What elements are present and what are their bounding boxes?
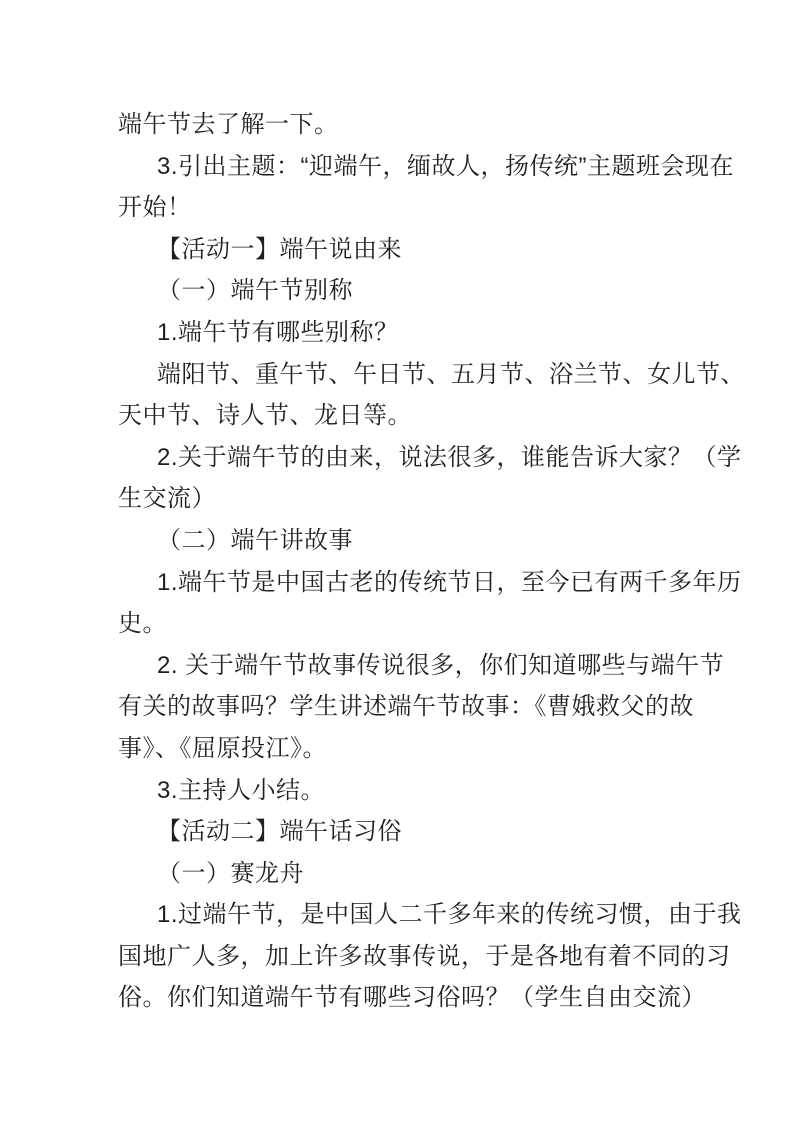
line-stories-cont2: 事》、《屈原投江》。 (118, 734, 327, 762)
line-question-names: 1.端午节有哪些别称？ (157, 318, 399, 346)
line-history-cont: 史。 (118, 610, 167, 638)
line-customs-cont: 国地广人多，加上许多故事传说，于是各地有着不同的习 (118, 942, 731, 970)
subheading-duanwu-stories: （二）端午讲故事 (157, 526, 353, 554)
line-stories: 2. 关于端午节故事传说很多，你们知道哪些与端午节 (157, 651, 725, 679)
line-theme-intro-cont: 开始！ (118, 194, 192, 222)
heading-activity-2: 【活动二】端午话习俗 (157, 818, 402, 846)
line-theme-intro: 3.引出主题：“迎端午，缅故人，扬传统”主题班会现在 (157, 152, 734, 180)
subheading-dragon-boat: （一）赛龙舟 (157, 859, 304, 887)
line-names-list-cont: 天中节、诗人节、龙日等。 (118, 402, 412, 430)
line-customs: 1.过端午节，是中国人二千多年来的传统习惯，由于我 (157, 901, 742, 929)
line-customs-cont2: 俗。你们知道端午节有哪些习俗吗？（学生自由交流） (118, 984, 706, 1012)
line-history: 1.端午节是中国古老的传统节日，至今已有两千多年历 (157, 568, 742, 596)
line-question-origin: 2.关于端午节的由来，说法很多，谁能告诉大家？（学 (157, 443, 742, 471)
heading-activity-1: 【活动一】端午说由来 (157, 235, 402, 263)
subheading-duanwu-names: （一）端午节别称 (157, 277, 353, 305)
line-names-list: 端阳节、重午节、午日节、五月节、浴兰节、女儿节、 (157, 360, 745, 388)
line-question-origin-cont: 生交流） (118, 485, 216, 513)
line-stories-cont: 有关的故事吗？学生讲述端午节故事：《曹娥救父的故 (118, 693, 694, 721)
document-body (118, 104, 745, 1019)
line-host-summary: 3.主持人小结。 (157, 776, 326, 804)
line-intro-end: 端午节去了解一下。 (118, 111, 339, 138)
